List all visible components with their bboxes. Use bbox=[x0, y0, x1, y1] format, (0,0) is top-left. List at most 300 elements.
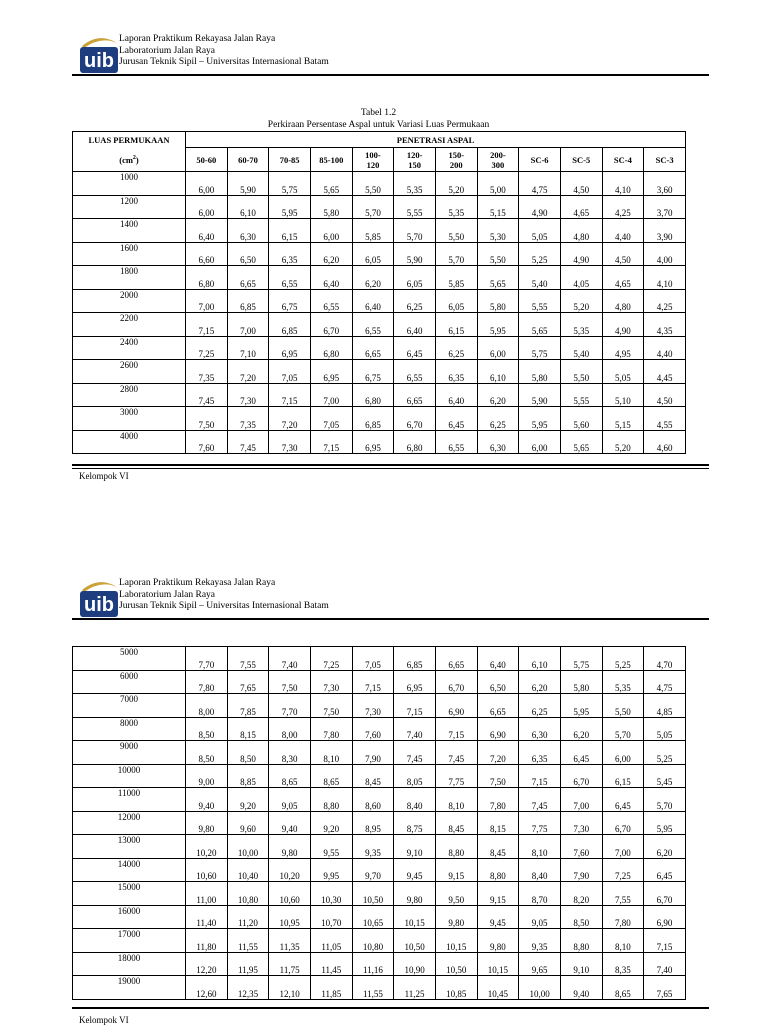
value-cell: 10,60 bbox=[186, 858, 228, 882]
value-cell: 6,20 bbox=[560, 717, 602, 741]
value-cell: 7,85 bbox=[227, 694, 269, 718]
value-cell: 6,95 bbox=[394, 670, 436, 694]
value-cell: 5,45 bbox=[644, 764, 686, 788]
value-cell: 6,40 bbox=[477, 647, 519, 671]
value-cell: 9,10 bbox=[560, 952, 602, 976]
value-cell: 7,00 bbox=[560, 788, 602, 812]
header-text bbox=[119, 34, 329, 69]
value-cell: 5,55 bbox=[519, 289, 561, 313]
table-row bbox=[73, 647, 686, 671]
value-cell: 7,35 bbox=[186, 360, 228, 384]
value-cell: 7,75 bbox=[519, 811, 561, 835]
value-cell: 5,90 bbox=[394, 242, 436, 266]
value-cell: 6,65 bbox=[477, 694, 519, 718]
area-cell: 17000 bbox=[73, 929, 186, 953]
value-cell: 7,50 bbox=[477, 764, 519, 788]
value-cell: 7,80 bbox=[602, 905, 644, 929]
value-cell: 8,50 bbox=[227, 741, 269, 765]
table-row bbox=[73, 858, 686, 882]
value-cell: 6,70 bbox=[310, 313, 352, 337]
value-cell: 6,80 bbox=[352, 383, 394, 407]
value-cell: 5,20 bbox=[435, 172, 477, 196]
table-row bbox=[73, 976, 686, 1000]
value-cell: 5,80 bbox=[560, 670, 602, 694]
value-cell: 8,10 bbox=[519, 835, 561, 859]
area-cell: 10000 bbox=[73, 764, 186, 788]
value-cell: 7,60 bbox=[560, 835, 602, 859]
value-cell: 4,65 bbox=[602, 266, 644, 290]
area-cell: 5000 bbox=[73, 647, 186, 671]
value-cell: 5,95 bbox=[269, 195, 311, 219]
value-cell: 7,90 bbox=[352, 741, 394, 765]
value-cell: 7,45 bbox=[435, 741, 477, 765]
value-cell: 6,85 bbox=[227, 289, 269, 313]
value-cell: 7,05 bbox=[352, 647, 394, 671]
column-header: SC-5 bbox=[560, 148, 602, 172]
value-cell: 10,60 bbox=[269, 882, 311, 906]
value-cell: 11,25 bbox=[394, 976, 436, 1000]
value-cell: 10,00 bbox=[227, 835, 269, 859]
value-cell: 6,45 bbox=[602, 788, 644, 812]
value-cell: 7,15 bbox=[435, 717, 477, 741]
value-cell: 6,45 bbox=[560, 741, 602, 765]
value-cell: 9,20 bbox=[310, 811, 352, 835]
value-cell: 9,10 bbox=[394, 835, 436, 859]
value-cell: 7,45 bbox=[394, 741, 436, 765]
value-cell: 7,70 bbox=[269, 694, 311, 718]
footer-rule bbox=[72, 1007, 709, 1009]
value-cell: 7,90 bbox=[560, 858, 602, 882]
value-cell: 5,35 bbox=[560, 313, 602, 337]
value-cell: 5,70 bbox=[352, 195, 394, 219]
value-cell: 6,95 bbox=[310, 360, 352, 384]
table-row bbox=[73, 242, 686, 266]
value-cell: 11,20 bbox=[227, 905, 269, 929]
value-cell: 9,40 bbox=[560, 976, 602, 1000]
value-cell: 5,80 bbox=[519, 360, 561, 384]
value-cell: 11,75 bbox=[269, 952, 311, 976]
value-cell: 8,95 bbox=[352, 811, 394, 835]
area-cell: 18000 bbox=[73, 952, 186, 976]
value-cell: 7,35 bbox=[227, 407, 269, 431]
value-cell: 5,65 bbox=[560, 430, 602, 454]
value-cell: 6,20 bbox=[519, 670, 561, 694]
value-cell: 10,45 bbox=[477, 976, 519, 1000]
value-cell: 5,30 bbox=[477, 219, 519, 243]
value-cell: 8,60 bbox=[352, 788, 394, 812]
area-cell: 13000 bbox=[73, 835, 186, 859]
value-cell: 6,50 bbox=[477, 670, 519, 694]
page-1 bbox=[0, 0, 768, 490]
value-cell: 5,70 bbox=[602, 717, 644, 741]
value-cell: 7,40 bbox=[644, 952, 686, 976]
value-cell: 6,25 bbox=[435, 336, 477, 360]
value-cell: 8,15 bbox=[227, 717, 269, 741]
value-cell: 6,00 bbox=[186, 172, 228, 196]
value-cell: 8,10 bbox=[602, 929, 644, 953]
table-row bbox=[73, 313, 686, 337]
value-cell: 4,80 bbox=[602, 289, 644, 313]
value-cell: 5,85 bbox=[435, 266, 477, 290]
value-cell: 10,90 bbox=[394, 952, 436, 976]
value-cell: 5,75 bbox=[269, 172, 311, 196]
value-cell: 6,85 bbox=[269, 313, 311, 337]
value-cell: 8,65 bbox=[602, 976, 644, 1000]
value-cell: 8,20 bbox=[560, 882, 602, 906]
value-cell: 4,05 bbox=[560, 266, 602, 290]
value-cell: 11,95 bbox=[227, 952, 269, 976]
value-cell: 10,85 bbox=[435, 976, 477, 1000]
value-cell: 6,20 bbox=[310, 242, 352, 266]
value-cell: 5,95 bbox=[477, 313, 519, 337]
value-cell: 4,45 bbox=[644, 360, 686, 384]
value-cell: 5,75 bbox=[519, 336, 561, 360]
value-cell: 6,30 bbox=[477, 430, 519, 454]
value-cell: 7,55 bbox=[227, 647, 269, 671]
area-cell: 19000 bbox=[73, 976, 186, 1000]
value-cell: 6,95 bbox=[269, 336, 311, 360]
value-cell: 7,40 bbox=[394, 717, 436, 741]
value-cell: 8,00 bbox=[269, 717, 311, 741]
value-cell: 10,95 bbox=[269, 905, 311, 929]
area-unit: $(cm^2)$ bbox=[119, 154, 139, 165]
value-cell: 7,05 bbox=[269, 360, 311, 384]
value-cell: 10,20 bbox=[186, 835, 228, 859]
value-cell: 5,55 bbox=[560, 383, 602, 407]
table-row bbox=[73, 717, 686, 741]
value-cell: 5,10 bbox=[602, 383, 644, 407]
value-cell: 8,70 bbox=[519, 882, 561, 906]
table-title: Tabel 1.2 bbox=[360, 108, 397, 118]
value-cell: 4,90 bbox=[560, 242, 602, 266]
value-cell: 5,15 bbox=[477, 195, 519, 219]
header-line-1: Laporan Praktikum Rekayasa Jalan Raya bbox=[119, 34, 276, 44]
column-header: SC-4 bbox=[602, 148, 644, 172]
value-cell: 5,50 bbox=[560, 360, 602, 384]
value-cell: 5,65 bbox=[519, 313, 561, 337]
svg-text:uib: uib bbox=[84, 50, 114, 72]
value-cell: 4,75 bbox=[519, 172, 561, 196]
footer-rule-thin bbox=[72, 468, 709, 469]
header-line-3: Jurusan Teknik Sipil – Universitas Internasional Batam bbox=[119, 57, 329, 67]
value-cell: 8,45 bbox=[352, 764, 394, 788]
value-cell: 8,50 bbox=[560, 905, 602, 929]
value-cell: 5,20 bbox=[560, 289, 602, 313]
value-cell: 7,30 bbox=[269, 430, 311, 454]
value-cell: 6,55 bbox=[352, 313, 394, 337]
area-header: LUAS PERMUKAAN bbox=[88, 135, 170, 145]
value-cell: 4,10 bbox=[644, 266, 686, 290]
value-cell: 6,15 bbox=[269, 219, 311, 243]
value-cell: 6,60 bbox=[186, 242, 228, 266]
asphalt-table-part-2 bbox=[72, 646, 686, 1000]
value-cell: 6,70 bbox=[394, 407, 436, 431]
value-cell: 7,25 bbox=[310, 647, 352, 671]
value-cell: 5,90 bbox=[519, 383, 561, 407]
header-line-2: Laboratorium Jalan Raya bbox=[119, 45, 216, 56]
value-cell: 4,70 bbox=[644, 647, 686, 671]
value-cell: 4,90 bbox=[519, 195, 561, 219]
value-cell: 5,05 bbox=[644, 717, 686, 741]
area-cell: 8000 bbox=[73, 717, 186, 741]
value-cell: 11,05 bbox=[310, 929, 352, 953]
area-cell: 1200 bbox=[73, 195, 186, 219]
area-header-cell bbox=[73, 132, 186, 172]
value-cell: 9,55 bbox=[310, 835, 352, 859]
value-cell: 6,40 bbox=[352, 289, 394, 313]
value-cell: 6,15 bbox=[435, 313, 477, 337]
value-cell: 5,85 bbox=[352, 219, 394, 243]
value-cell: 7,10 bbox=[227, 336, 269, 360]
value-cell: 5,60 bbox=[560, 407, 602, 431]
value-cell: 6,30 bbox=[227, 219, 269, 243]
value-cell: 7,15 bbox=[352, 670, 394, 694]
value-cell: 10,00 bbox=[519, 976, 561, 1000]
value-cell: 4,80 bbox=[560, 219, 602, 243]
value-cell: 4,25 bbox=[644, 289, 686, 313]
value-cell: 8,80 bbox=[435, 835, 477, 859]
value-cell: 3,60 bbox=[644, 172, 686, 196]
value-cell: 6,70 bbox=[644, 882, 686, 906]
value-cell: 6,00 bbox=[186, 195, 228, 219]
value-cell: 4,25 bbox=[602, 195, 644, 219]
value-cell: 10,70 bbox=[310, 905, 352, 929]
table-row bbox=[73, 430, 686, 454]
value-cell: 4,75 bbox=[644, 670, 686, 694]
area-cell: 14000 bbox=[73, 858, 186, 882]
value-cell: 6,40 bbox=[310, 266, 352, 290]
table-row bbox=[73, 289, 686, 313]
value-cell: 6,30 bbox=[519, 717, 561, 741]
table-row bbox=[73, 952, 686, 976]
value-cell: 6,40 bbox=[435, 383, 477, 407]
value-cell: 10,20 bbox=[269, 858, 311, 882]
value-cell: 4,85 bbox=[644, 694, 686, 718]
value-cell: 9,40 bbox=[186, 788, 228, 812]
footer-text: Kelompok VI bbox=[79, 471, 129, 481]
footer-rule bbox=[72, 464, 709, 466]
value-cell: 6,00 bbox=[477, 336, 519, 360]
value-cell: 9,35 bbox=[519, 929, 561, 953]
area-cell: 1600 bbox=[73, 242, 186, 266]
value-cell: 7,55 bbox=[602, 882, 644, 906]
value-cell: 5,15 bbox=[602, 407, 644, 431]
value-cell: 9,05 bbox=[519, 905, 561, 929]
value-cell: 6,35 bbox=[269, 242, 311, 266]
value-cell: 6,05 bbox=[352, 242, 394, 266]
value-cell: 7,00 bbox=[227, 313, 269, 337]
value-cell: 4,90 bbox=[602, 313, 644, 337]
value-cell: 7,30 bbox=[352, 694, 394, 718]
value-cell: 9,35 bbox=[352, 835, 394, 859]
value-cell: 5,00 bbox=[477, 172, 519, 196]
value-cell: 5,70 bbox=[644, 788, 686, 812]
value-cell: 9,00 bbox=[186, 764, 228, 788]
value-cell: 6,10 bbox=[519, 647, 561, 671]
value-cell: 7,60 bbox=[186, 430, 228, 454]
value-cell: 4,35 bbox=[644, 313, 686, 337]
value-cell: 7,45 bbox=[519, 788, 561, 812]
value-cell: 9,80 bbox=[394, 882, 436, 906]
asphalt-table-part-1 bbox=[72, 131, 686, 454]
value-cell: 10,15 bbox=[394, 905, 436, 929]
value-cell: 6,90 bbox=[435, 694, 477, 718]
value-cell: 8,50 bbox=[186, 741, 228, 765]
value-cell: 11,16 bbox=[352, 952, 394, 976]
value-cell: 8,75 bbox=[394, 811, 436, 835]
value-cell: 6,15 bbox=[602, 764, 644, 788]
value-cell: 6,45 bbox=[644, 858, 686, 882]
value-cell: 8,15 bbox=[477, 811, 519, 835]
header-line-2: Laboratorium Jalan Raya bbox=[119, 589, 216, 600]
value-cell: 6,80 bbox=[394, 430, 436, 454]
value-cell: 7,70 bbox=[186, 647, 228, 671]
value-cell: 7,60 bbox=[352, 717, 394, 741]
table-row bbox=[73, 195, 686, 219]
value-cell: 7,05 bbox=[310, 407, 352, 431]
value-cell: 7,45 bbox=[227, 430, 269, 454]
table-row bbox=[73, 360, 686, 384]
value-cell: 3,70 bbox=[644, 195, 686, 219]
value-cell: 11,55 bbox=[227, 929, 269, 953]
uib-logo bbox=[79, 577, 119, 617]
value-cell: 5,35 bbox=[602, 670, 644, 694]
table-row bbox=[73, 172, 686, 196]
value-cell: 5,90 bbox=[227, 172, 269, 196]
value-cell: 7,80 bbox=[186, 670, 228, 694]
value-cell: 7,25 bbox=[186, 336, 228, 360]
table-row bbox=[73, 336, 686, 360]
value-cell: 4,50 bbox=[644, 383, 686, 407]
value-cell: 6,00 bbox=[602, 741, 644, 765]
value-cell: 7,00 bbox=[310, 383, 352, 407]
value-cell: 9,15 bbox=[477, 882, 519, 906]
value-cell: 5,50 bbox=[477, 242, 519, 266]
value-cell: 6,00 bbox=[519, 430, 561, 454]
page-header bbox=[79, 577, 711, 619]
value-cell: 8,05 bbox=[394, 764, 436, 788]
value-cell: 8,10 bbox=[310, 741, 352, 765]
value-cell: 8,40 bbox=[519, 858, 561, 882]
value-cell: 8,50 bbox=[186, 717, 228, 741]
value-cell: 8,30 bbox=[269, 741, 311, 765]
value-cell: 5,40 bbox=[560, 336, 602, 360]
area-cell: 4000 bbox=[73, 430, 186, 454]
value-cell: 4,00 bbox=[644, 242, 686, 266]
uib-logo bbox=[79, 33, 119, 73]
table-row bbox=[73, 882, 686, 906]
value-cell: 5,70 bbox=[435, 242, 477, 266]
header-line-3: Jurusan Teknik Sipil – Universitas Internasional Batam bbox=[119, 601, 329, 611]
value-cell: 7,20 bbox=[269, 407, 311, 431]
value-cell: 9,80 bbox=[477, 929, 519, 953]
column-header: SC-3 bbox=[644, 148, 686, 172]
area-cell: 9000 bbox=[73, 741, 186, 765]
area-cell: 7000 bbox=[73, 694, 186, 718]
table-row bbox=[73, 929, 686, 953]
value-cell: 5,05 bbox=[519, 219, 561, 243]
value-cell: 8,80 bbox=[310, 788, 352, 812]
value-cell: 5,35 bbox=[435, 195, 477, 219]
value-cell: 5,25 bbox=[519, 242, 561, 266]
value-cell: 6,25 bbox=[394, 289, 436, 313]
value-cell: 5,55 bbox=[394, 195, 436, 219]
table-row bbox=[73, 811, 686, 835]
footer-text: Kelompok VI bbox=[79, 1015, 129, 1025]
area-cell: 2800 bbox=[73, 383, 186, 407]
value-cell: 12,20 bbox=[186, 952, 228, 976]
value-cell: 6,05 bbox=[435, 289, 477, 313]
area-cell: 6000 bbox=[73, 670, 186, 694]
value-cell: 11,45 bbox=[310, 952, 352, 976]
column-header: 85-100 bbox=[310, 148, 352, 172]
value-cell: 6,45 bbox=[435, 407, 477, 431]
header-text bbox=[119, 578, 329, 613]
value-cell: 8,40 bbox=[394, 788, 436, 812]
area-cell: 1000 bbox=[73, 172, 186, 196]
value-cell: 11,40 bbox=[186, 905, 228, 929]
value-cell: 5,80 bbox=[477, 289, 519, 313]
value-cell: 6,55 bbox=[310, 289, 352, 313]
table-row bbox=[73, 788, 686, 812]
value-cell: 9,65 bbox=[519, 952, 561, 976]
value-cell: 7,25 bbox=[602, 858, 644, 882]
value-cell: 7,15 bbox=[394, 694, 436, 718]
column-header: SC-6 bbox=[519, 148, 561, 172]
value-cell: 5,20 bbox=[602, 430, 644, 454]
value-cell: 8,85 bbox=[227, 764, 269, 788]
value-cell: 7,20 bbox=[477, 741, 519, 765]
value-cell: 4,95 bbox=[602, 336, 644, 360]
area-cell: 15000 bbox=[73, 882, 186, 906]
value-cell: 6,70 bbox=[602, 811, 644, 835]
value-cell: 6,55 bbox=[435, 430, 477, 454]
value-cell: 9,70 bbox=[352, 858, 394, 882]
value-cell: 5,95 bbox=[519, 407, 561, 431]
value-cell: 4,60 bbox=[644, 430, 686, 454]
value-cell: 6,65 bbox=[352, 336, 394, 360]
table-row bbox=[73, 905, 686, 929]
value-cell: 12,60 bbox=[186, 976, 228, 1000]
value-cell: 10,80 bbox=[352, 929, 394, 953]
value-cell: 5,25 bbox=[644, 741, 686, 765]
value-cell: 7,50 bbox=[269, 670, 311, 694]
value-cell: 9,95 bbox=[310, 858, 352, 882]
value-cell: 6,20 bbox=[352, 266, 394, 290]
table-row bbox=[73, 219, 686, 243]
table-row bbox=[73, 407, 686, 431]
value-cell: 5,35 bbox=[394, 172, 436, 196]
table-subtitle: Perkiraan Persentase Aspal untuk Variasi Luas Permukaan bbox=[267, 120, 490, 130]
value-cell: 6,90 bbox=[644, 905, 686, 929]
value-cell: 10,15 bbox=[435, 929, 477, 953]
value-cell: 8,35 bbox=[602, 952, 644, 976]
table-row bbox=[73, 266, 686, 290]
value-cell: 6,35 bbox=[435, 360, 477, 384]
table-row bbox=[73, 764, 686, 788]
value-cell: 6,70 bbox=[560, 764, 602, 788]
column-header: 60-70 bbox=[227, 148, 269, 172]
value-cell: 10,40 bbox=[227, 858, 269, 882]
value-cell: 7,50 bbox=[186, 407, 228, 431]
value-cell: 11,80 bbox=[186, 929, 228, 953]
value-cell: 6,75 bbox=[352, 360, 394, 384]
value-cell: 5,25 bbox=[602, 647, 644, 671]
value-cell: 9,80 bbox=[186, 811, 228, 835]
value-cell: 10,15 bbox=[477, 952, 519, 976]
value-cell: 7,15 bbox=[186, 313, 228, 337]
value-cell: 6,90 bbox=[477, 717, 519, 741]
